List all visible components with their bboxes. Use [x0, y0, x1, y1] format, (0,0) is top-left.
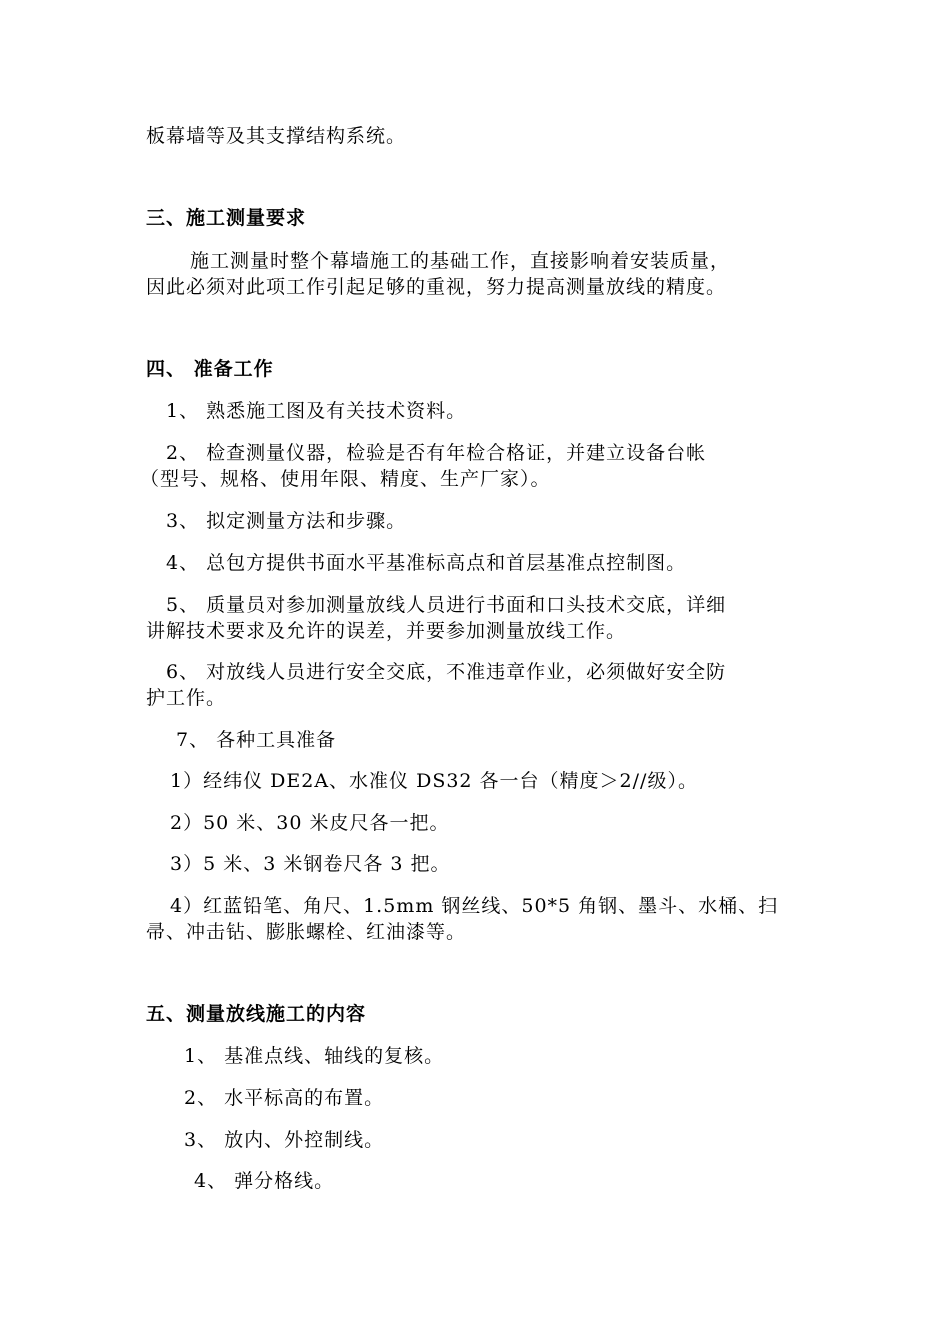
section4-item5-line1: 5、 质量员对参加测量放线人员进行书面和口头技术交底，详细 — [166, 594, 727, 616]
section3-heading: 三、施工测量要求 — [146, 207, 307, 229]
tool-item4-line2: 帚、冲击钻、膨胀螺栓、红油漆等。 — [146, 921, 467, 943]
section4-item7: 7、 各种工具准备 — [176, 729, 337, 751]
section5-item2: 2、 水平标高的布置。 — [184, 1087, 385, 1109]
section4-item6-line2: 护工作。 — [146, 687, 227, 709]
tool-item1: 1）经纬仪 DE2A、水准仪 DS32 各一台（精度＞2//级）。 — [170, 770, 698, 792]
tool-item4-line1: 4）红蓝铅笔、角尺、1.5mm 钢丝线、50*5 角钢、墨斗、水桶、扫 — [170, 895, 779, 917]
section4-item5-line2: 讲解技术要求及允许的误差，并要参加测量放线工作。 — [146, 620, 627, 642]
section3-paragraph-line2: 因此必须对此项工作引起足够的重视，努力提高测量放线的精度。 — [146, 276, 727, 298]
tool-item3: 3）5 米、3 米钢卷尺各 3 把。 — [170, 853, 451, 875]
continuation-text: 板幕墙等及其支撑结构系统。 — [146, 125, 407, 147]
section5-item4: 4、 弹分格线。 — [194, 1170, 335, 1192]
section4-item3: 3、 拟定测量方法和步骤。 — [166, 510, 407, 532]
tool-item2: 2）50 米、30 米皮尺各一把。 — [170, 812, 450, 834]
section4-item2-line2: （型号、规格、使用年限、精度、生产厂家）。 — [140, 468, 551, 490]
section3-paragraph-line1: 施工测量时整个幕墙施工的基础工作，直接影响着安装质量， — [190, 250, 731, 272]
section4-heading: 四、 准备工作 — [146, 358, 274, 380]
section5-heading: 五、测量放线施工的内容 — [146, 1003, 367, 1025]
section4-item6-line1: 6、 对放线人员进行安全交底，不准违章作业，必须做好安全防 — [166, 661, 727, 683]
section4-item2-line1: 2、 检查测量仪器，检验是否有年检合格证，并建立设备台帐 — [166, 442, 707, 464]
section5-item3: 3、 放内、外控制线。 — [184, 1129, 385, 1151]
section4-item1: 1、 熟悉施工图及有关技术资料。 — [166, 400, 467, 422]
section5-item1: 1、 基准点线、轴线的复核。 — [184, 1045, 445, 1067]
section4-item4: 4、 总包方提供书面水平基准标高点和首层基准点控制图。 — [166, 552, 687, 574]
